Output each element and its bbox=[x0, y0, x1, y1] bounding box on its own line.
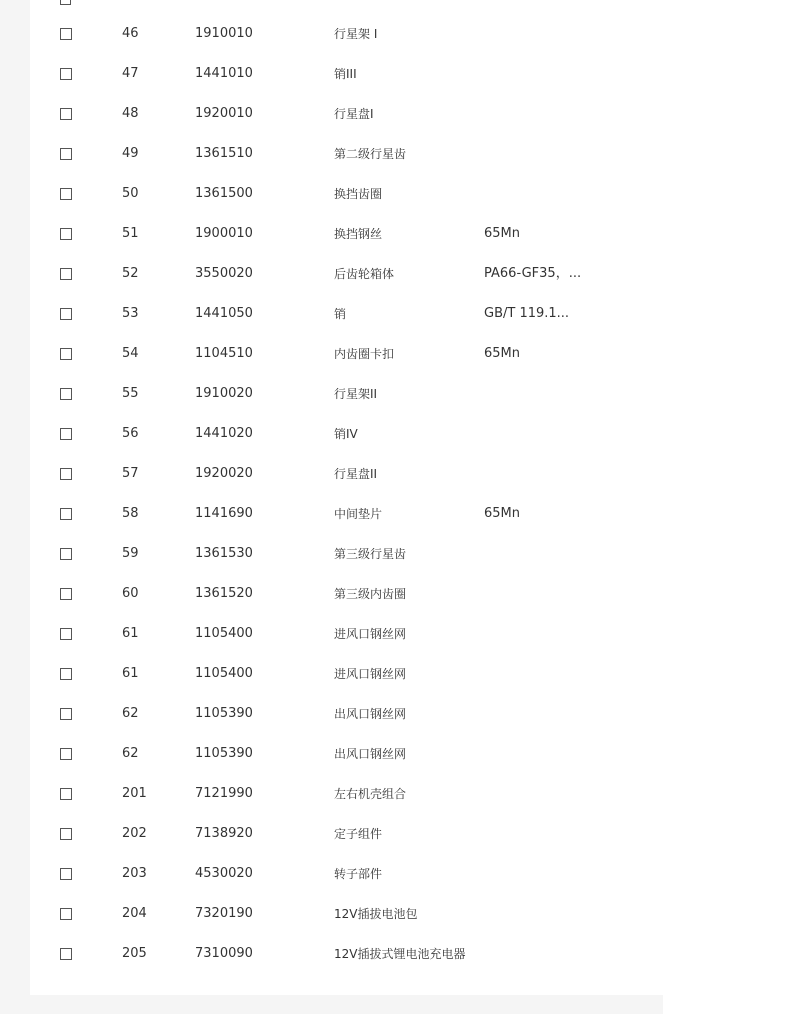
seq-cell: 47 bbox=[122, 66, 139, 81]
row-checkbox[interactable] bbox=[60, 668, 72, 680]
row-checkbox[interactable] bbox=[60, 428, 72, 440]
row-checkbox[interactable] bbox=[60, 508, 72, 520]
row-checkbox[interactable] bbox=[60, 788, 72, 800]
part-name-cell: 左右机壳组合 bbox=[334, 787, 407, 801]
part-code-cell: 7138920 bbox=[195, 826, 253, 841]
part-code-cell: 1441050 bbox=[195, 306, 253, 321]
table-row bbox=[0, 734, 663, 774]
table-row bbox=[0, 574, 663, 614]
seq-cell: 51 bbox=[122, 226, 139, 241]
part-code-cell: 1910010 bbox=[195, 26, 253, 41]
right-blank-area bbox=[663, 0, 790, 1014]
row-checkbox[interactable] bbox=[60, 908, 72, 920]
part-name-cell: 转子部件 bbox=[334, 867, 383, 881]
material-cell: GB/T 119.1... bbox=[484, 306, 570, 321]
part-name-cell: 进风口钢丝网 bbox=[334, 627, 407, 641]
part-code-cell: 3550020 bbox=[195, 266, 253, 281]
row-checkbox[interactable] bbox=[60, 28, 72, 40]
seq-cell: 61 bbox=[122, 666, 139, 681]
part-code-cell: 1361500 bbox=[195, 186, 253, 201]
seq-cell: 205 bbox=[122, 946, 147, 961]
row-checkbox[interactable] bbox=[60, 948, 72, 960]
row-checkbox[interactable] bbox=[60, 388, 72, 400]
row-checkbox-partial[interactable] bbox=[60, 0, 71, 5]
table-row bbox=[0, 694, 663, 734]
material-cell: PA66-GF35，... bbox=[484, 266, 582, 281]
part-name-cell: 行星架II bbox=[334, 387, 378, 401]
row-checkbox[interactable] bbox=[60, 868, 72, 880]
row-checkbox[interactable] bbox=[60, 148, 72, 160]
part-code-cell: 1361520 bbox=[195, 586, 253, 601]
part-name-cell: 第二级行星齿 bbox=[334, 147, 407, 161]
seq-cell: 52 bbox=[122, 266, 139, 281]
part-code-cell: 1105390 bbox=[195, 706, 253, 721]
table-row bbox=[0, 934, 663, 974]
part-code-cell: 1361510 bbox=[195, 146, 253, 161]
part-name-cell: 行星盘II bbox=[334, 467, 378, 481]
row-checkbox[interactable] bbox=[60, 268, 72, 280]
table-row bbox=[0, 174, 663, 214]
table-row bbox=[0, 654, 663, 694]
part-name-cell: 第三级行星齿 bbox=[334, 547, 407, 561]
part-code-cell: 7310090 bbox=[195, 946, 253, 961]
part-name-cell: 换挡钢丝 bbox=[334, 227, 383, 241]
part-code-cell: 7320190 bbox=[195, 906, 253, 921]
part-code-cell: 1910020 bbox=[195, 386, 253, 401]
row-checkbox[interactable] bbox=[60, 68, 72, 80]
part-code-cell: 1920010 bbox=[195, 106, 253, 121]
row-checkbox[interactable] bbox=[60, 548, 72, 560]
table-row bbox=[0, 214, 663, 254]
part-code-cell: 1920020 bbox=[195, 466, 253, 481]
seq-cell: 55 bbox=[122, 386, 139, 401]
table-row bbox=[0, 294, 663, 334]
seq-cell: 59 bbox=[122, 546, 139, 561]
part-name-cell: 换挡齿圈 bbox=[334, 187, 383, 201]
seq-cell: 61 bbox=[122, 626, 139, 641]
table-row bbox=[0, 374, 663, 414]
part-code-cell: 1105390 bbox=[195, 746, 253, 761]
part-code-cell: 7121990 bbox=[195, 786, 253, 801]
seq-cell: 48 bbox=[122, 106, 139, 121]
part-name-cell: 出风口钢丝网 bbox=[334, 747, 407, 761]
part-code-cell: 1105400 bbox=[195, 626, 253, 641]
part-code-cell: 1104510 bbox=[195, 346, 253, 361]
seq-cell: 60 bbox=[122, 586, 139, 601]
part-name-cell: 后齿轮箱体 bbox=[334, 267, 395, 281]
seq-cell: 62 bbox=[122, 746, 139, 761]
seq-cell: 54 bbox=[122, 346, 139, 361]
row-checkbox[interactable] bbox=[60, 588, 72, 600]
table-row bbox=[0, 334, 663, 374]
row-checkbox[interactable] bbox=[60, 108, 72, 120]
row-checkbox[interactable] bbox=[60, 628, 72, 640]
row-checkbox[interactable] bbox=[60, 748, 72, 760]
table-row bbox=[0, 534, 663, 574]
material-cell: 65Mn bbox=[484, 506, 520, 521]
table-row bbox=[0, 494, 663, 534]
seq-cell: 46 bbox=[122, 26, 139, 41]
row-checkbox[interactable] bbox=[60, 468, 72, 480]
seq-cell: 203 bbox=[122, 866, 147, 881]
table-row bbox=[0, 414, 663, 454]
part-code-cell: 1900010 bbox=[195, 226, 253, 241]
part-code-cell: 1105400 bbox=[195, 666, 253, 681]
part-code-cell: 1441010 bbox=[195, 66, 253, 81]
seq-cell: 201 bbox=[122, 786, 147, 801]
part-name-cell: 定子组件 bbox=[334, 827, 383, 841]
row-checkbox[interactable] bbox=[60, 188, 72, 200]
part-code-cell: 1361530 bbox=[195, 546, 253, 561]
part-code-cell: 1141690 bbox=[195, 506, 253, 521]
part-name-cell: 12V插拔电池包 bbox=[334, 907, 418, 921]
seq-cell: 56 bbox=[122, 426, 139, 441]
table-row bbox=[0, 254, 663, 294]
part-name-cell: 12V插拔式锂电池充电器 bbox=[334, 947, 466, 961]
part-name-cell: 销IV bbox=[334, 427, 358, 441]
seq-cell: 57 bbox=[122, 466, 139, 481]
part-name-cell: 进风口钢丝网 bbox=[334, 667, 407, 681]
row-checkbox[interactable] bbox=[60, 228, 72, 240]
parts-table bbox=[0, 14, 663, 974]
seq-cell: 204 bbox=[122, 906, 147, 921]
part-name-cell: 中间垫片 bbox=[334, 507, 383, 521]
table-row bbox=[0, 894, 663, 934]
table-row bbox=[0, 54, 663, 94]
seq-cell: 58 bbox=[122, 506, 139, 521]
seq-cell: 49 bbox=[122, 146, 139, 161]
row-checkbox[interactable] bbox=[60, 828, 72, 840]
row-checkbox[interactable] bbox=[60, 308, 72, 320]
seq-cell: 202 bbox=[122, 826, 147, 841]
table-row bbox=[0, 814, 663, 854]
table-row bbox=[0, 454, 663, 494]
material-cell: 65Mn bbox=[484, 226, 520, 241]
part-name-cell: 出风口钢丝网 bbox=[334, 707, 407, 721]
part-name-cell: 销 bbox=[334, 307, 347, 321]
row-checkbox[interactable] bbox=[60, 708, 72, 720]
part-name-cell: 行星架 I bbox=[334, 27, 378, 41]
part-name-cell: 销III bbox=[334, 67, 357, 81]
table-row bbox=[0, 774, 663, 814]
part-code-cell: 4530020 bbox=[195, 866, 253, 881]
part-code-cell: 1441020 bbox=[195, 426, 253, 441]
part-name-cell: 内齿圈卡扣 bbox=[334, 347, 395, 361]
material-cell: 65Mn bbox=[484, 346, 520, 361]
seq-cell: 53 bbox=[122, 306, 139, 321]
seq-cell: 62 bbox=[122, 706, 139, 721]
part-name-cell: 第三级内齿圈 bbox=[334, 587, 407, 601]
row-checkbox[interactable] bbox=[60, 348, 72, 360]
table-row bbox=[0, 94, 663, 134]
table-row bbox=[0, 134, 663, 174]
table-row bbox=[0, 14, 663, 54]
table-row bbox=[0, 854, 663, 894]
table-row bbox=[0, 614, 663, 654]
seq-cell: 50 bbox=[122, 186, 139, 201]
part-name-cell: 行星盘I bbox=[334, 107, 374, 121]
